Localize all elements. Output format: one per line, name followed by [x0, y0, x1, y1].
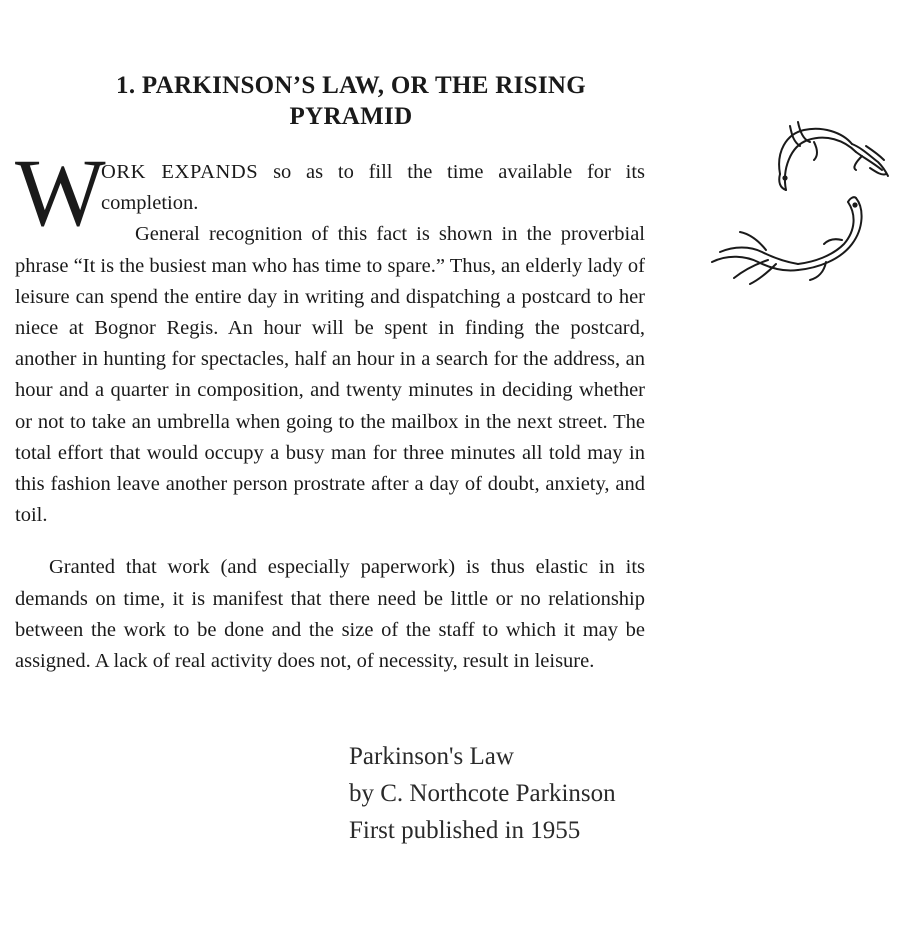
koi-fish-pair-icon — [706, 112, 892, 298]
citation-title: Parkinson's Law — [349, 743, 514, 770]
drop-cap: W — [15, 139, 106, 246]
chapter-body — [15, 139, 646, 677]
paragraph-2: General recognition of this fact is shown in the proverbial phrase “It is the busiest man who has time to spare.” Thus, an elderly lady of leisure can spend the entire day in writing and dispatching a postcard to her niece at Bognor Regis. An hour will be spent in finding the postcard, another in hunting for spectacles, half an hour in a search for the address, an hour and a quarter in composition, and twenty minutes in deciding whether or not to take an umbrella when going to the mailbox in the next street. The total effort that would occupy a busy man for three minutes all told may in this fashion leave another person prostrate after a day of doubt, anxiety, and toil. — [15, 223, 645, 527]
citation-author: by C. Northcote Parkinson — [349, 780, 616, 807]
opening-smallcaps: ORK EXPANDS — [101, 161, 259, 183]
upper-koi-icon — [779, 122, 888, 190]
chapter-title-line-2: PYRAMID — [289, 103, 413, 130]
lower-koi-icon — [712, 197, 862, 284]
paragraph-3: Granted that work (and especially paperwork) is thus elastic in its demands on time, it is manifest that there need be little or no relationship between the work to be done and the size of the staff to which it may be assigned. A lack of real activity does not, of necessity, result in leisure. — [15, 556, 645, 673]
citation-date: First published in 1955 — [349, 817, 581, 844]
chapter-title-line-1: 1. PARKINSON’S LAW, OR THE RISING — [116, 72, 586, 99]
opening-paragraph — [15, 139, 646, 246]
chapter-title — [15, 70, 687, 132]
book-citation — [349, 738, 616, 849]
opening-text: so as to fill the time available for its completion. — [101, 161, 646, 215]
